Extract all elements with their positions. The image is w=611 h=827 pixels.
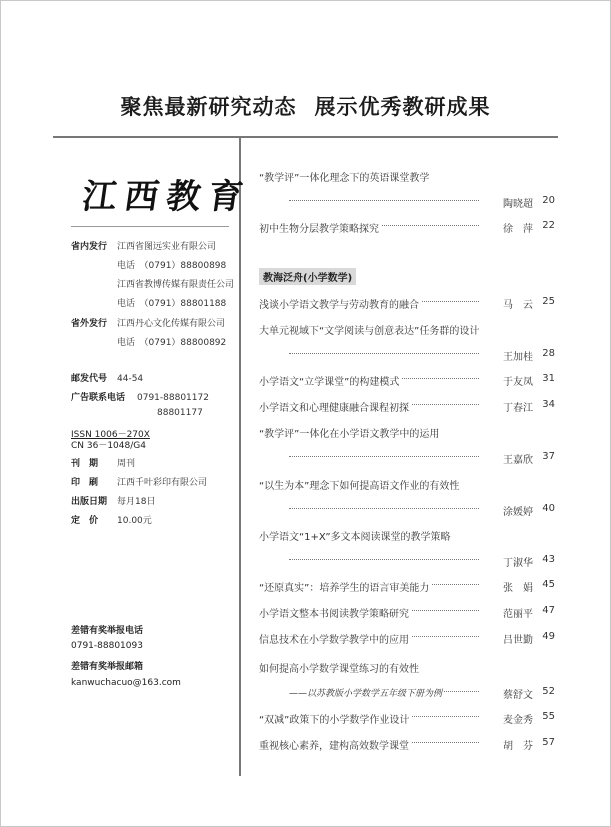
toc-author: 徐 萍	[500, 220, 533, 235]
domestic-distribution	[71, 239, 216, 252]
headline-right: 展示优秀教研成果	[314, 94, 491, 119]
dot-leader	[289, 508, 479, 509]
section-heading: 教海泛舟(小学数学)	[259, 268, 356, 285]
toc-author: 陶晓超	[500, 195, 533, 210]
period-row	[71, 456, 135, 469]
date-label: 出版日期	[71, 497, 108, 507]
toc-page-number: 40	[542, 503, 555, 514]
toc-page-number: 47	[542, 605, 555, 616]
toc-title: 如何提高小学数学课堂练习的有效性	[259, 660, 421, 675]
toc-title: “以生为本”理念下如何提高语文作业的有效性	[259, 477, 461, 492]
price-value: 10.00元	[117, 516, 152, 526]
tel-label: 电话	[117, 261, 136, 271]
toc-title: 小学语文和心理健康融合课程初探	[259, 399, 411, 414]
toc-title: 重视核心素养，建构高效数学课堂	[259, 737, 411, 752]
journal-logo: 江西教育	[79, 177, 254, 217]
toc-title: 小学语文“1+X”多文本阅读课堂的教学策略	[259, 528, 453, 543]
toc-author: 王嘉欣	[500, 451, 533, 466]
toc-entry	[259, 660, 555, 700]
toc-title: “教学评”一体化理念下的英语课堂教学	[259, 169, 431, 184]
toc-title: 小学语文整本书阅读教学策略研究	[259, 605, 411, 620]
dot-leader	[289, 559, 479, 560]
domestic-tel1-row	[117, 258, 226, 271]
toc-title: 浅谈小学语文教学与劳动教育的融合	[259, 296, 421, 311]
logo-underline	[71, 226, 229, 227]
toc-author: 蔡舒文	[500, 686, 533, 701]
cn-number: CN 36－1048/G4	[71, 441, 146, 451]
toc-title: 信息技术在小学数学教学中的应用	[259, 631, 411, 646]
date-value: 每月18日	[117, 497, 156, 507]
printer-value: 江西千叶彩印有限公司	[117, 478, 208, 488]
toc-title: 大单元视域下“文学阅读与创意表达”任务群的设计	[259, 322, 481, 337]
postcode-value: 44-54	[117, 374, 144, 384]
toc-author: 马 云	[500, 296, 533, 311]
domestic-org2-row	[117, 277, 234, 290]
column-divider	[239, 136, 241, 776]
toc-page-number: 52	[542, 686, 555, 697]
postcode-label: 邮发代号	[71, 374, 108, 384]
ad-tel2: 88801177	[157, 408, 203, 418]
toc-page-number: 31	[542, 373, 555, 384]
tel-label: 电话	[117, 299, 136, 309]
report-mail-label: 差错有奖举报邮箱	[71, 662, 144, 672]
toc-page-number: 49	[542, 631, 555, 642]
period-label: 刊 期	[71, 459, 99, 469]
toc-page-number: 22	[542, 220, 555, 231]
domestic-label: 省内发行	[71, 242, 108, 252]
report-mail: kanwuchacuo@163.com	[71, 678, 181, 688]
report-tel-label: 差错有奖举报电话	[71, 626, 144, 636]
domestic-tel2: （0791）88801188	[144, 299, 227, 309]
top-rule	[53, 136, 558, 138]
ad-tel-row	[71, 390, 209, 403]
toc-author: 吕世勤	[500, 631, 533, 646]
toc-entry	[259, 737, 555, 751]
toc-entry	[259, 605, 555, 619]
foreign-org: 江西丹心文化传媒有限公司	[117, 319, 226, 329]
foreign-label: 省外发行	[71, 319, 108, 329]
toc-entry	[259, 322, 555, 362]
foreign-tel: （0791）88800892	[144, 338, 227, 348]
toc-title: “双减”政策下的小学数学作业设计	[259, 711, 411, 726]
toc-title: 初中生物分层教学策略探究	[259, 220, 381, 235]
toc-entry	[259, 631, 555, 645]
domestic-tel2-row	[117, 296, 226, 309]
dot-leader	[289, 456, 479, 457]
toc-page-number: 43	[542, 554, 555, 565]
toc-page-number: 28	[542, 348, 555, 359]
toc-entry	[259, 296, 555, 310]
toc-entry	[259, 220, 555, 234]
domestic-org1: 江西省图远实业有限公司	[117, 242, 217, 252]
toc-page-number: 57	[542, 737, 555, 748]
toc-entry	[259, 169, 555, 209]
toc-author: 丁淑华	[500, 554, 533, 569]
toc-entry	[259, 579, 555, 593]
date-row	[71, 494, 155, 507]
printer-label: 印 刷	[71, 478, 99, 488]
ad-label: 广告联系电话	[71, 393, 126, 403]
toc-author: 麦金秀	[500, 711, 533, 726]
toc-author: 涂媛婷	[500, 503, 533, 518]
issn: ISSN 1006－270X	[71, 430, 150, 440]
toc-page-number: 25	[542, 296, 555, 307]
toc-author: 丁春江	[500, 399, 533, 414]
toc-entry	[259, 373, 555, 387]
price-row	[71, 513, 152, 526]
toc-entry	[259, 399, 555, 413]
toc-title: 小学语文“立学课堂”的构建模式	[259, 373, 401, 388]
dot-leader	[289, 353, 479, 354]
headline-left: 聚焦最新研究动态	[120, 94, 297, 119]
dot-leader	[289, 200, 479, 201]
toc-entry	[259, 425, 555, 465]
toc-subtitle: ——以苏教版小学数学五年级下册为例	[289, 686, 444, 699]
foreign-distribution	[71, 316, 225, 329]
toc-page-number: 37	[542, 451, 555, 462]
toc-entry	[259, 711, 555, 725]
toc-entry	[259, 528, 555, 568]
toc-author: 胡 芬	[500, 737, 533, 752]
toc-author: 范丽平	[500, 605, 533, 620]
price-label: 定 价	[71, 516, 99, 526]
tel-label: 电话	[117, 338, 136, 348]
report-tel: 0791-88801093	[71, 641, 143, 651]
ad-tel2-row	[157, 408, 203, 418]
foreign-tel-row	[117, 335, 226, 348]
postcode-row	[71, 371, 143, 384]
ad-tel1: 0791-88801172	[137, 393, 209, 403]
toc-title: “教学评”一体化在小学语文教学中的运用	[259, 425, 441, 440]
toc-author: 张 娟	[500, 579, 533, 594]
toc-author: 王加桂	[500, 348, 533, 363]
toc-page-number: 45	[542, 579, 555, 590]
domestic-org2: 江西省教博传媒有限责任公司	[117, 280, 235, 290]
toc-title: “还原真实”：培养学生的语言审美能力	[259, 579, 431, 594]
toc-page-number: 55	[542, 711, 555, 722]
toc-page-number: 34	[542, 399, 555, 410]
domestic-tel1: （0791）88800898	[144, 261, 227, 271]
toc-entry	[259, 477, 555, 517]
printer-row	[71, 475, 207, 488]
toc-author: 于友凤	[500, 373, 533, 388]
toc-page-number: 20	[542, 195, 555, 206]
page-headline	[1, 91, 610, 121]
period-value: 周刊	[117, 459, 136, 469]
